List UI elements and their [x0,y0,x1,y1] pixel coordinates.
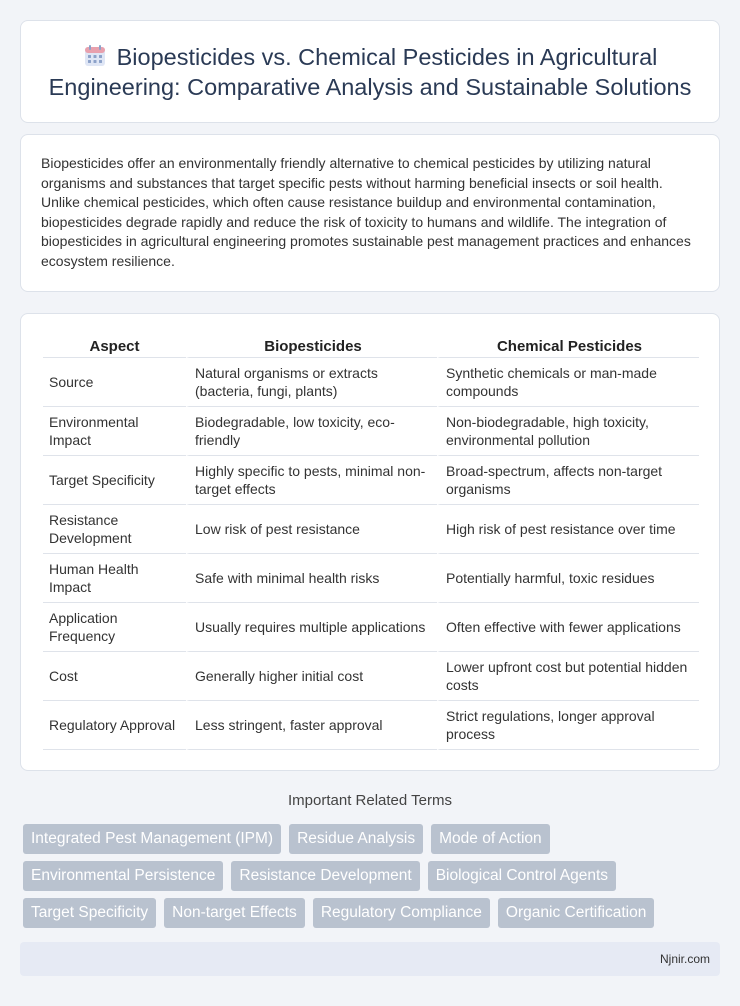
footer-site-link[interactable]: Njnir.com [659,952,710,966]
title-card [20,20,720,123]
tag-organic-certification[interactable]: Organic Certification [498,898,654,928]
table-row [43,652,699,701]
cell-aspect: Target Specificity [43,456,186,505]
header-aspect: Aspect [43,334,186,358]
tag-ipm[interactable]: Integrated Pest Management (IPM) [23,824,281,854]
intro-card [20,134,720,292]
tag-resistance-development[interactable]: Resistance Development [231,861,419,891]
tag-target-specificity[interactable]: Target Specificity [23,898,156,928]
cell-bio: Usually requires multiple applications [186,603,437,652]
table-header-row [43,334,699,358]
header-chemical-pesticides: Chemical Pesticides [437,334,699,358]
table-row [43,554,699,603]
table-row [43,456,699,505]
cell-aspect: Regulatory Approval [43,701,186,750]
table-row [43,505,699,554]
comparison-table [43,334,699,750]
table-row [43,701,699,750]
tag-mode-of-action[interactable]: Mode of Action [431,824,550,854]
cell-aspect: Application Frequency [43,603,186,652]
cell-chem: Lower upfront cost but potential hidden costs [437,652,699,701]
tag-row [23,824,713,854]
cell-aspect: Human Health Impact [43,554,186,603]
tag-row [23,898,713,928]
cell-chem: Non-biodegradable, high toxicity, environmental pollution [437,407,699,456]
cell-bio: Natural organisms or extracts (bacteria, fungi, plants) [186,358,437,407]
cell-bio: Highly specific to pests, minimal non-target effects [186,456,437,505]
page-title [41,42,699,102]
page-title-text: Biopesticides vs. Chemical Pesticides in Agricultural Engineering: Comparative Analysis and Sustainable Solutions [48,43,692,100]
tag-regulatory-compliance[interactable]: Regulatory Compliance [313,898,490,928]
cell-aspect: Source [43,358,186,407]
cell-bio: Generally higher initial cost [186,652,437,701]
cell-bio: Safe with minimal health risks [186,554,437,603]
table-row [43,603,699,652]
cell-bio: Low risk of pest resistance [186,505,437,554]
related-terms-list [23,824,713,935]
cell-chem: Synthetic chemicals or man-made compounds [437,358,699,407]
calendar-icon [83,44,107,68]
intro-paragraph: Biopesticides offer an environmentally friendly alternative to chemical pesticides by utilizing natural organisms and substances that target specific pests without harming beneficial insects or soil health. Unlike chemical pesticides, which often cause resistance buildup and environmental contamination, biopesticides degrade rapidly and reduce the risk of toxicity to humans and wildlife. The integration of biopesticides in agricultural engineering promotes sustainable pest management practices and enhances ecosystem resilience. [41,155,691,269]
comparison-table-card [20,313,720,771]
cell-aspect: Cost [43,652,186,701]
cell-aspect: Environmental Impact [43,407,186,456]
cell-chem: Often effective with fewer applications [437,603,699,652]
cell-chem: Strict regulations, longer approval process [437,701,699,750]
cell-chem: Potentially harmful, toxic residues [437,554,699,603]
tag-biological-control-agents[interactable]: Biological Control Agents [428,861,616,891]
cell-bio: Biodegradable, low toxicity, eco-friendly [186,407,437,456]
tag-row [23,861,713,891]
table-row [43,358,699,407]
related-terms-heading: Important Related Terms [288,792,452,809]
tag-environmental-persistence[interactable]: Environmental Persistence [23,861,223,891]
cell-chem: Broad-spectrum, affects non-target organisms [437,456,699,505]
tag-non-target-effects[interactable]: Non-target Effects [164,898,305,928]
header-biopesticides: Biopesticides [186,334,437,358]
cell-chem: High risk of pest resistance over time [437,505,699,554]
cell-bio: Less stringent, faster approval [186,701,437,750]
table-row [43,407,699,456]
footer [20,942,720,976]
tag-residue-analysis[interactable]: Residue Analysis [289,824,423,854]
cell-aspect: Resistance Development [43,505,186,554]
